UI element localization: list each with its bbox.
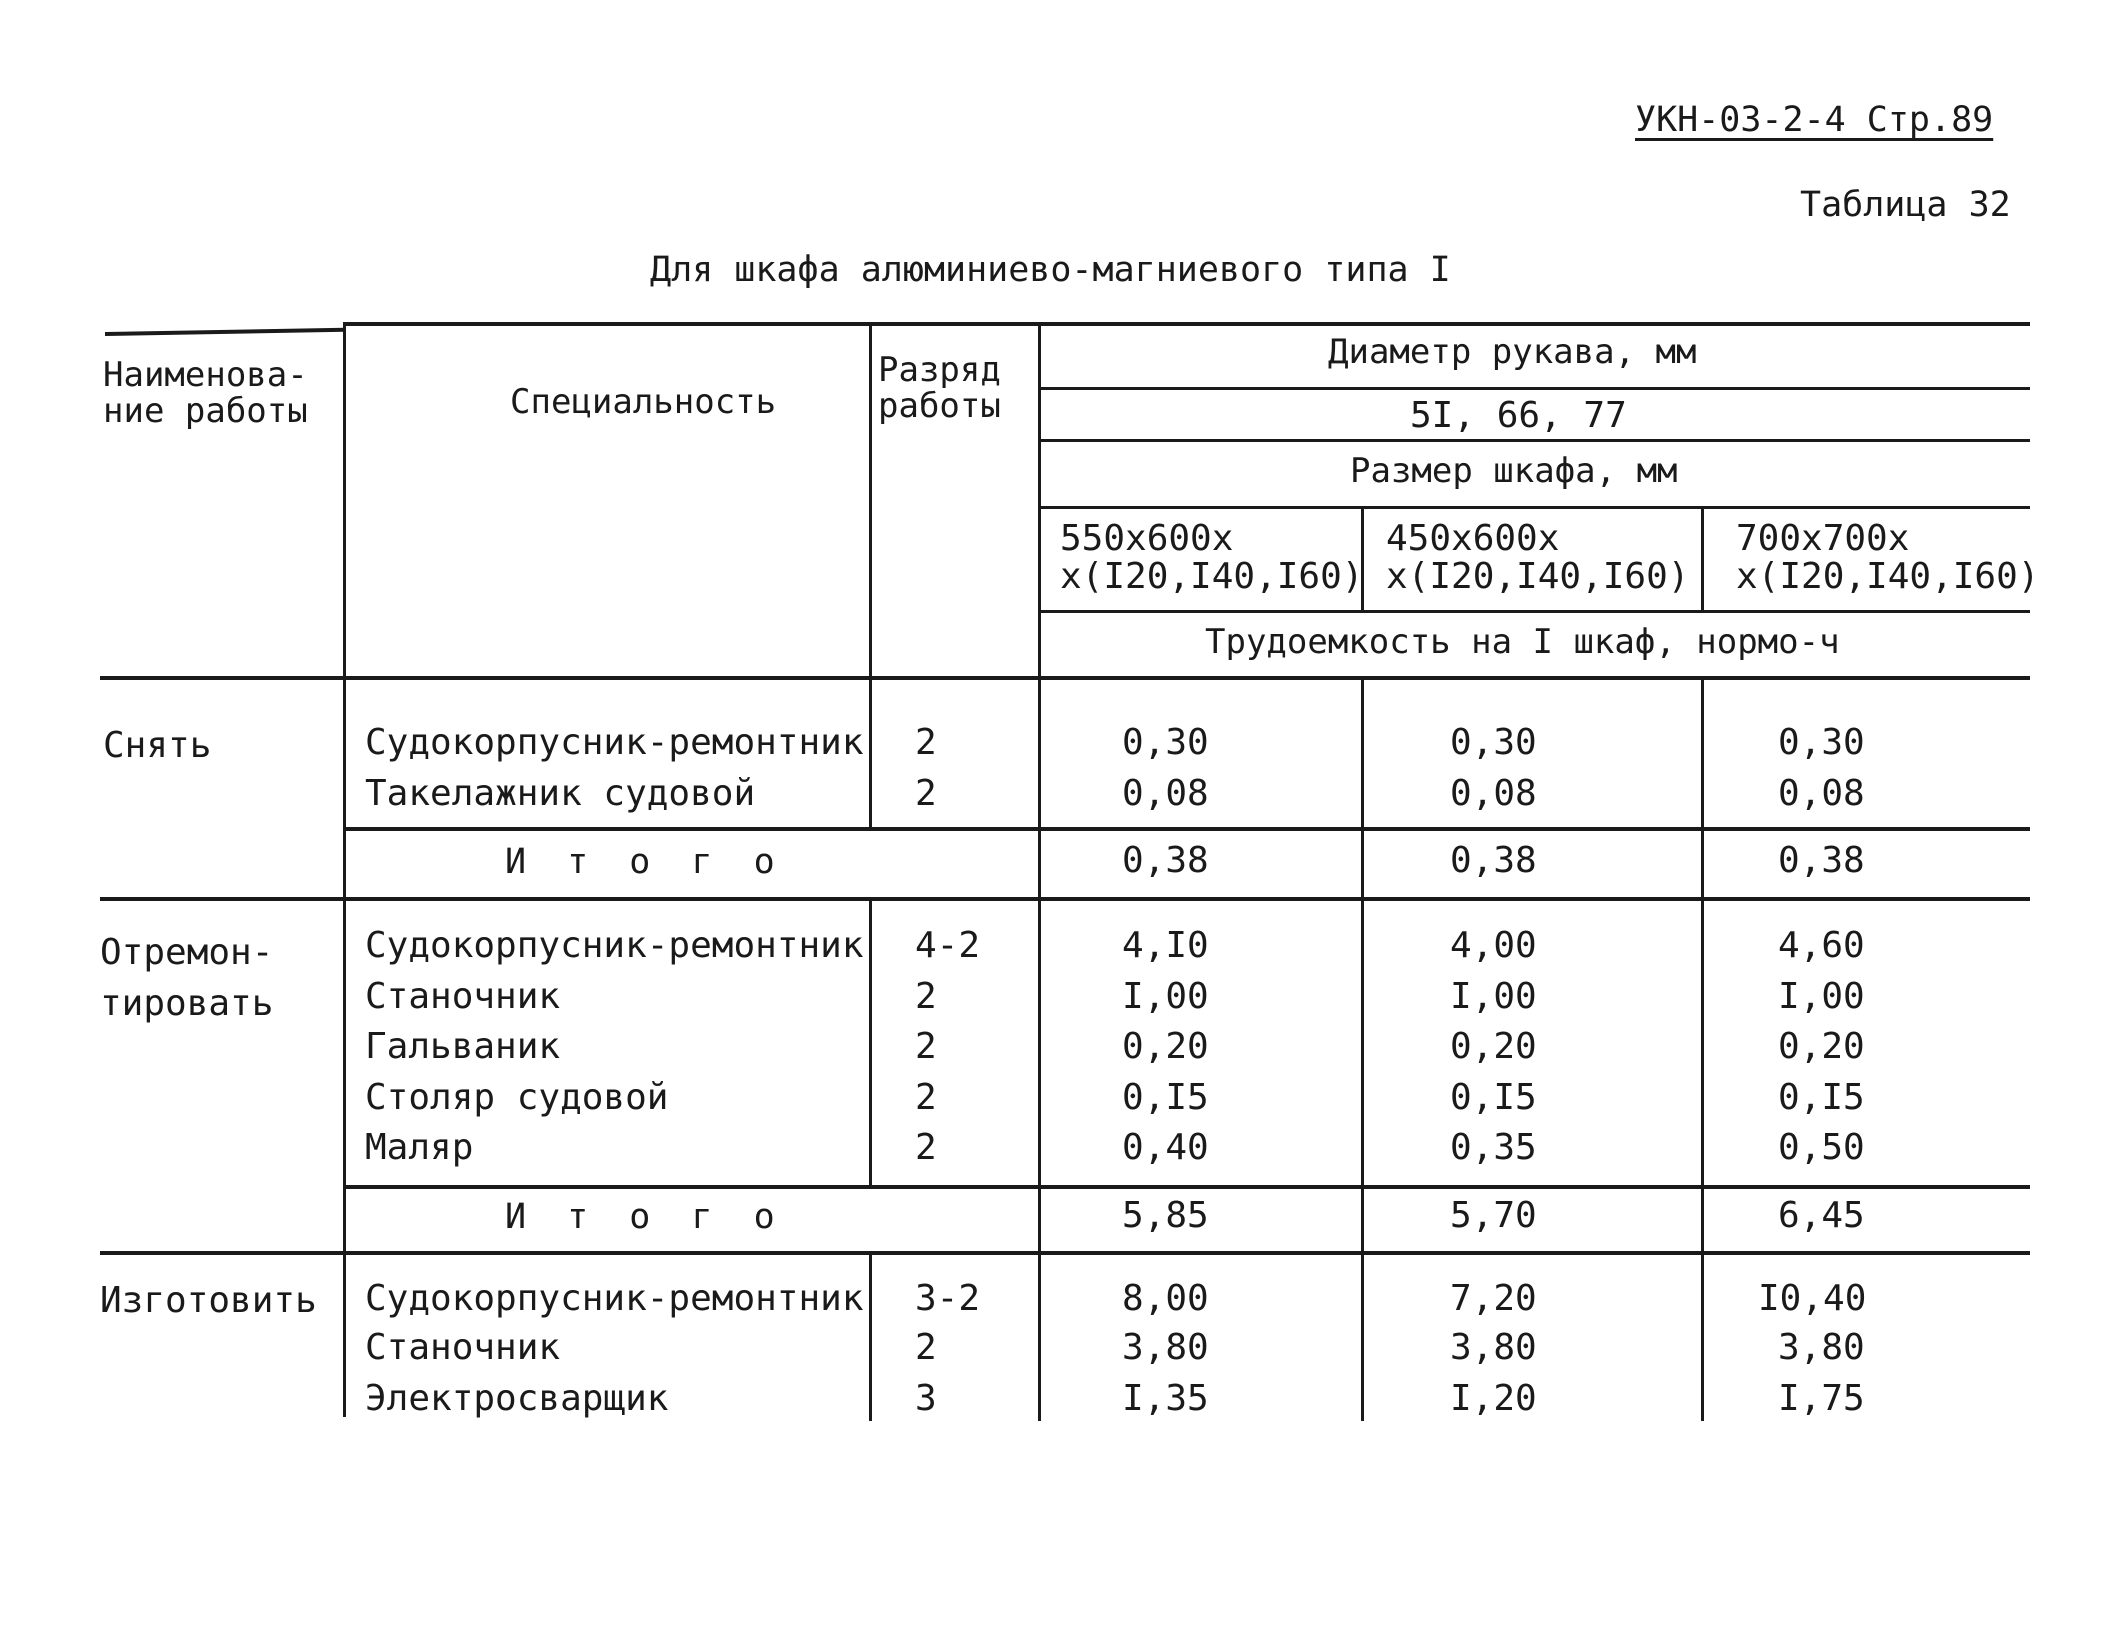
subtotal-rule bbox=[345, 1185, 2030, 1189]
row-specialty: Станочник bbox=[365, 1327, 561, 1368]
subtotal-value: 6,45 bbox=[1778, 1195, 1865, 1236]
row-specialty: Такелажник судовой bbox=[365, 773, 756, 814]
row-specialty: Станочник bbox=[365, 976, 561, 1017]
subtotal-value: 5,70 bbox=[1450, 1195, 1537, 1236]
document-reference: УКН-03-2-4 Стр.89 bbox=[1635, 100, 1994, 140]
row-value: 0,08 bbox=[1778, 773, 1865, 814]
row-value: I,00 bbox=[1778, 976, 1865, 1017]
row-specialty: Столяр судовой bbox=[365, 1077, 669, 1118]
row-grade: 2 bbox=[915, 1026, 937, 1067]
group-name: Снять bbox=[103, 725, 212, 766]
header-bottom-rule bbox=[100, 676, 2030, 680]
row-grade: 4-2 bbox=[915, 925, 981, 966]
row-value: 0,08 bbox=[1450, 773, 1537, 814]
group-name: Отремон- тировать bbox=[100, 932, 274, 1024]
row-value: 0,30 bbox=[1122, 722, 1209, 763]
row-specialty: Судокорпусник-ремонтник bbox=[365, 722, 864, 763]
subtotal-value: 0,38 bbox=[1122, 840, 1209, 881]
row-value: 3,80 bbox=[1778, 1327, 1865, 1368]
column-divider bbox=[1701, 676, 1704, 1421]
row-grade: 2 bbox=[915, 773, 937, 814]
row-grade: 3 bbox=[915, 1378, 937, 1419]
table-top-rule bbox=[105, 328, 345, 336]
row-value: 4,60 bbox=[1778, 925, 1865, 966]
header-divider bbox=[1040, 439, 2030, 442]
row-value: 8,00 bbox=[1122, 1278, 1209, 1319]
subtotal-value: 0,38 bbox=[1450, 840, 1537, 881]
row-value: 0,30 bbox=[1450, 722, 1537, 763]
row-value: I,00 bbox=[1122, 976, 1209, 1017]
group-name: Изготовить bbox=[100, 1280, 317, 1321]
header-grade: Разряд работы bbox=[878, 350, 1001, 426]
column-divider bbox=[1361, 676, 1364, 1421]
column-divider bbox=[869, 1251, 872, 1421]
row-grade: 2 bbox=[915, 722, 937, 763]
column-divider bbox=[869, 897, 872, 1185]
row-value: 0,I5 bbox=[1122, 1077, 1209, 1118]
row-value: 3,80 bbox=[1450, 1327, 1537, 1368]
row-value: 0,20 bbox=[1450, 1026, 1537, 1067]
row-specialty: Судокорпусник-ремонтник bbox=[365, 925, 864, 966]
header-cabinet-size: Размер шкафа, мм bbox=[1350, 451, 1678, 491]
table-caption: Для шкафа алюминиево-магниевого типа I bbox=[650, 250, 1451, 290]
row-value: I,00 bbox=[1450, 976, 1537, 1017]
subtotal-value: 5,85 bbox=[1122, 1195, 1209, 1236]
header-specialty: Специальность bbox=[510, 382, 777, 422]
group-rule bbox=[100, 1251, 2030, 1255]
row-grade: 3-2 bbox=[915, 1278, 981, 1319]
table-top-rule bbox=[345, 322, 2030, 326]
subtotal-rule bbox=[345, 827, 2030, 831]
group-rule bbox=[100, 897, 2030, 901]
row-specialty: Судокорпусник-ремонтник bbox=[365, 1278, 864, 1319]
row-value: 4,I0 bbox=[1122, 925, 1209, 966]
row-value: 0,08 bbox=[1122, 773, 1209, 814]
row-specialty: Гальваник bbox=[365, 1026, 561, 1067]
subtotal-label: И т о г о bbox=[505, 1197, 785, 1237]
header-labor: Трудоемкость на I шкаф, нормо-ч bbox=[1205, 622, 1840, 662]
row-value: I,75 bbox=[1778, 1378, 1865, 1419]
row-value: 0,20 bbox=[1778, 1026, 1865, 1067]
header-size-col-3: 700х700х х(I20,I40,I60) bbox=[1736, 518, 2040, 597]
header-work-name: Наименова- ние работы bbox=[103, 355, 308, 431]
header-size-col-2: 450х600х х(I20,I40,I60) bbox=[1386, 518, 1690, 597]
row-value: 0,20 bbox=[1122, 1026, 1209, 1067]
row-specialty: Электросварщик bbox=[365, 1378, 669, 1419]
header-divider bbox=[1040, 610, 2030, 613]
row-value: 0,30 bbox=[1778, 722, 1865, 763]
header-diameters: 5I, 66, 77 bbox=[1410, 395, 1627, 436]
header-size-col-1: 550х600х х(I20,I40,I60) bbox=[1060, 518, 1364, 597]
subtotal-label: И т о г о bbox=[505, 842, 785, 882]
column-divider bbox=[869, 322, 872, 827]
row-value: I,20 bbox=[1450, 1378, 1537, 1419]
row-grade: 2 bbox=[915, 1077, 937, 1118]
subtotal-value: 0,38 bbox=[1778, 840, 1865, 881]
row-value: 4,00 bbox=[1450, 925, 1537, 966]
column-divider bbox=[1701, 506, 1704, 610]
column-divider bbox=[343, 322, 346, 1417]
row-value: I,35 bbox=[1122, 1378, 1209, 1419]
row-value: 3,80 bbox=[1122, 1327, 1209, 1368]
row-value: 7,20 bbox=[1450, 1278, 1537, 1319]
row-specialty: Маляр bbox=[365, 1127, 474, 1168]
row-value: I0,40 bbox=[1758, 1278, 1867, 1319]
header-divider bbox=[1040, 506, 2030, 509]
row-grade: 2 bbox=[915, 1127, 937, 1168]
header-divider bbox=[1040, 387, 2030, 390]
column-divider bbox=[1038, 322, 1041, 1421]
row-value: 0,I5 bbox=[1778, 1077, 1865, 1118]
row-grade: 2 bbox=[915, 976, 937, 1017]
table-number: Таблица 32 bbox=[1800, 185, 2011, 225]
row-grade: 2 bbox=[915, 1327, 937, 1368]
header-hose-diameter: Диаметр рукава, мм bbox=[1328, 332, 1697, 372]
row-value: 0,I5 bbox=[1450, 1077, 1537, 1118]
row-value: 0,50 bbox=[1778, 1127, 1865, 1168]
row-value: 0,35 bbox=[1450, 1127, 1537, 1168]
row-value: 0,40 bbox=[1122, 1127, 1209, 1168]
